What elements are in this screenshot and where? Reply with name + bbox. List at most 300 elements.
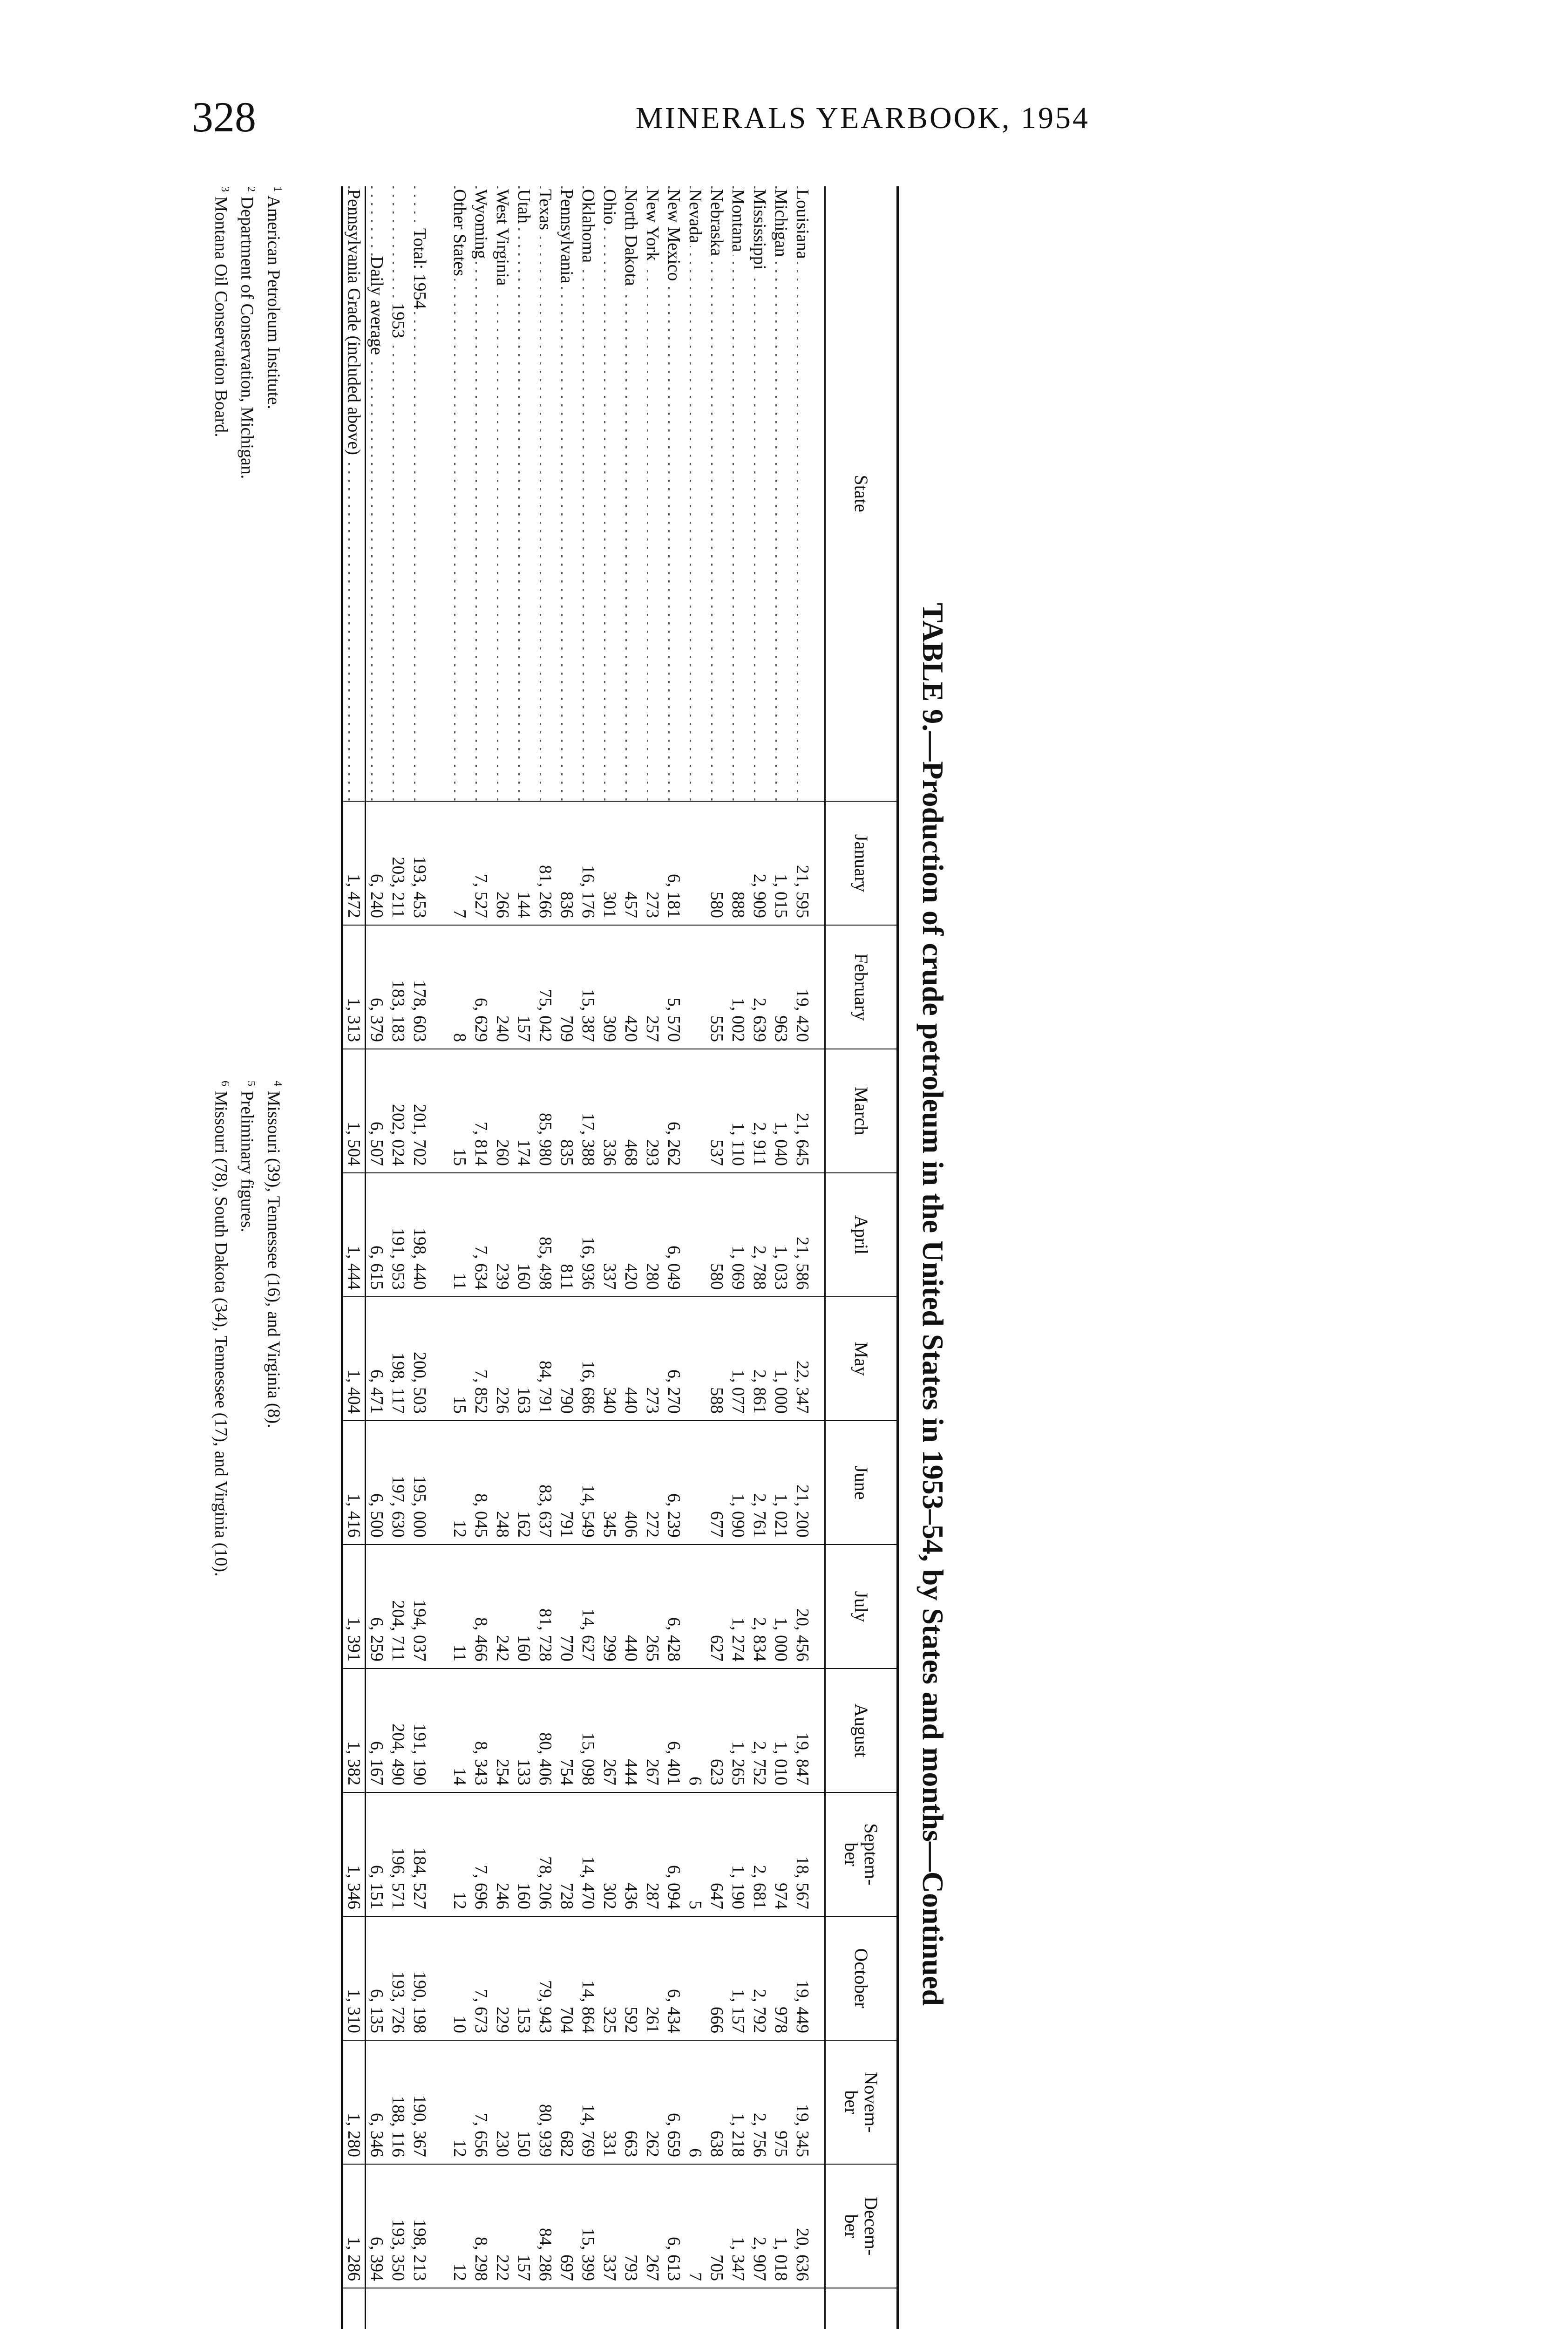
row-label: Ohio <box>599 186 620 801</box>
table-cell: 6, 135 <box>366 1916 388 2040</box>
table-cell: 1, 404 <box>342 1297 366 1421</box>
table-cell: 246 <box>492 1792 513 1916</box>
penn-grade-row <box>342 186 366 2329</box>
table-cell: 888 <box>727 801 749 925</box>
table-cell: 6, 181 <box>663 801 685 925</box>
footnote: $^4$ Missouri (39), Tennessee (16), and Virginia (8). <box>264 1081 284 1428</box>
table-cell: 79, 943 <box>535 1916 556 2040</box>
table-cell: 6, 613 <box>663 2164 685 2288</box>
table-cell: 790 <box>556 1297 577 1421</box>
table-cell: 14, 864 <box>577 1916 599 2040</box>
table-cell: 265 <box>642 1545 663 1668</box>
total-row <box>387 186 409 2329</box>
table-cell: 2, 907 <box>749 2164 770 2288</box>
table-cell <box>577 2288 599 2329</box>
column-header: Septem- ber <box>825 1792 898 1916</box>
table-cell: 331 <box>599 2040 620 2164</box>
column-header: June <box>825 1421 898 1545</box>
table-cell: 6, 346 <box>366 2040 388 2164</box>
table-cell: 14, 627 <box>577 1545 599 1668</box>
table-cell: 336 <box>599 1049 620 1173</box>
table-cell <box>387 2288 409 2329</box>
table-cell: 267 <box>642 1668 663 1792</box>
footnote: $^6$ Missouri (78), South Dakota (34), Tennessee (17), and Virginia (10). <box>211 1081 231 1577</box>
table-cell: 1, 504 <box>342 1049 366 1173</box>
state-row <box>492 186 513 2329</box>
table-cell: 262 <box>642 2040 663 2164</box>
table-cell: 272 <box>642 1421 663 1545</box>
table-cell: 592 <box>620 1916 642 2040</box>
table-cell: 301 <box>599 801 620 925</box>
table-cell: 160 <box>513 1173 535 1297</box>
table-cell: 78, 206 <box>535 1792 556 1916</box>
table-cell: 974 <box>770 1792 792 1916</box>
table-cell: 8, 045 <box>470 1421 492 1545</box>
column-header: April <box>825 1173 898 1297</box>
table-cell: 6, 240 <box>366 801 388 925</box>
table-cell: 198, 440 <box>409 1173 430 1297</box>
table-cell: 7 <box>449 801 470 925</box>
table-cell: 8, 343 <box>470 1668 492 1792</box>
journal-title: MINERALS YEARBOOK, 1954 <box>635 101 1090 135</box>
table-cell: 444 <box>620 1668 642 1792</box>
table-cell: 85, 498 <box>535 1173 556 1297</box>
table-cell: 6, 500 <box>366 1421 388 1545</box>
production-table <box>341 186 899 2329</box>
row-label: 1953 <box>387 186 409 801</box>
table-cell: 239 <box>492 1173 513 1297</box>
table-cell: 15 <box>449 1297 470 1421</box>
state-row <box>663 186 685 2329</box>
table-cell: 302 <box>599 1792 620 1916</box>
table-cell: 7, 656 <box>470 2040 492 2164</box>
table-cell <box>342 2288 366 2329</box>
table-cell <box>685 1545 706 1668</box>
table-cell: 2, 834 <box>749 1545 770 1668</box>
table-cell: 2, 639 <box>749 925 770 1049</box>
table-cell: 6, 094 <box>663 1792 685 1916</box>
table-cell: 682 <box>556 2040 577 2164</box>
table-cell: 11 <box>449 1173 470 1297</box>
table-cell: 770 <box>556 1545 577 1668</box>
table-cell: 157 <box>513 2164 535 2288</box>
row-label: Utah <box>513 186 535 801</box>
table-cell: 663 <box>620 2040 642 2164</box>
state-row <box>599 186 620 2329</box>
table-cell: 21, 595 <box>792 801 813 925</box>
row-label: Daily average <box>366 186 388 801</box>
table-cell: 11 <box>449 1545 470 1668</box>
table-cell: 1, 000 <box>770 1297 792 1421</box>
table-cell: 2, 911 <box>749 1049 770 1173</box>
table-cell: 15, 399 <box>577 2164 599 2288</box>
table-cell: 157 <box>513 925 535 1049</box>
table-cell: 975 <box>770 2040 792 2164</box>
table-cell: 150 <box>513 2040 535 2164</box>
table-cell: 2, 761 <box>749 1421 770 1545</box>
row-label: Total: 1954 <box>409 186 430 801</box>
table-cell: 191, 190 <box>409 1668 430 1792</box>
row-label: New York <box>642 186 663 801</box>
state-row <box>770 186 792 2329</box>
table-cell: 1, 391 <box>342 1545 366 1668</box>
row-label: Louisiana <box>792 186 813 801</box>
table-cell: 440 <box>620 1545 642 1668</box>
table-cell: 6, 259 <box>366 1545 388 1668</box>
state-row <box>620 186 642 2329</box>
table-cell: 1, 077 <box>727 1297 749 1421</box>
table-cell: 440 <box>620 1297 642 1421</box>
row-label: Oklahoma <box>577 186 599 801</box>
column-header: Decem- ber <box>825 2164 898 2288</box>
row-label: Other States <box>449 186 470 801</box>
table-cell: 1, 040 <box>770 1049 792 1173</box>
table-cell: 8, 466 <box>470 1545 492 1668</box>
table-cell: 190, 367 <box>409 2040 430 2164</box>
table-cell: 1, 416 <box>342 1421 366 1545</box>
table-cell: 75, 042 <box>535 925 556 1049</box>
table-cell <box>642 2288 663 2329</box>
table-cell: 190, 198 <box>409 1916 430 2040</box>
table-cell <box>727 2288 749 2329</box>
table-cell <box>556 2288 577 2329</box>
table-cell: 17, 388 <box>577 1049 599 1173</box>
table-cell: 194, 037 <box>409 1545 430 1668</box>
state-row <box>535 186 556 2329</box>
table-cell: 6, 167 <box>366 1668 388 1792</box>
table-cell <box>366 2288 388 2329</box>
column-header: March <box>825 1049 898 1173</box>
footnotes-left <box>210 186 289 479</box>
table-cell: 21, 645 <box>792 1049 813 1173</box>
table-cell: 728 <box>556 1792 577 1916</box>
table-cell: 754 <box>556 1668 577 1792</box>
table-cell: 337 <box>599 2164 620 2288</box>
table-cell: 229 <box>492 1916 513 2040</box>
table-cell <box>706 2288 727 2329</box>
table-cell: 1, 002 <box>727 925 749 1049</box>
table-cell: 1, 280 <box>342 2040 366 2164</box>
table-cell <box>685 1297 706 1421</box>
table-cell <box>470 2288 492 2329</box>
table-cell: 204, 711 <box>387 1545 409 1668</box>
state-row <box>792 186 813 2329</box>
table-cell: 188, 116 <box>387 2040 409 2164</box>
table-cell: 555 <box>706 925 727 1049</box>
running-head <box>186 92 1090 143</box>
table-cell <box>685 1049 706 1173</box>
table-cell: 174 <box>513 1049 535 1173</box>
table-cell: 6 <box>685 2040 706 2164</box>
table-cell: 80, 406 <box>535 1668 556 1792</box>
column-header: May <box>825 1297 898 1421</box>
state-row <box>706 186 727 2329</box>
table-cell: 6, 401 <box>663 1668 685 1792</box>
column-header <box>825 2288 898 2329</box>
table-cell: 7, 814 <box>470 1049 492 1173</box>
table-cell: 457 <box>620 801 642 925</box>
table-cell: 204, 490 <box>387 1668 409 1792</box>
state-row <box>749 186 770 2329</box>
table-cell <box>513 2288 535 2329</box>
table-cell: 193, 350 <box>387 2164 409 2288</box>
column-header: February <box>825 925 898 1049</box>
table-cell: 1, 444 <box>342 1173 366 1297</box>
table-cell: 420 <box>620 1173 642 1297</box>
table-cell: 6, 434 <box>663 1916 685 2040</box>
table-cell: 16, 686 <box>577 1297 599 1421</box>
table-cell <box>599 2288 620 2329</box>
table-cell: 84, 791 <box>535 1297 556 1421</box>
table-cell: 588 <box>706 1297 727 1421</box>
table-cell: 6, 239 <box>663 1421 685 1545</box>
table-cell: 7, 852 <box>470 1297 492 1421</box>
table-cell: 6, 049 <box>663 1173 685 1297</box>
table-cell <box>685 925 706 1049</box>
table-cell: 6, 471 <box>366 1297 388 1421</box>
footnote: $^3$ Montana Oil Conservation Board. <box>211 186 231 437</box>
table-cell: 254 <box>492 1668 513 1792</box>
table-cell: 2, 756 <box>749 2040 770 2164</box>
table-cell: 7, 634 <box>470 1173 492 1297</box>
table-cell: 2, 788 <box>749 1173 770 1297</box>
daily-average-row <box>366 186 388 2329</box>
table-cell <box>685 1173 706 1297</box>
table-cell: 222 <box>492 2164 513 2288</box>
table-cell: 133 <box>513 1668 535 1792</box>
table-cell: 580 <box>706 1173 727 1297</box>
table-cell: 18, 567 <box>792 1792 813 1916</box>
table-cell: 6, 659 <box>663 2040 685 2164</box>
table-cell: 6, 507 <box>366 1049 388 1173</box>
table-cell: 21, 200 <box>792 1421 813 1545</box>
table-cell: 309 <box>599 925 620 1049</box>
table-cell: 345 <box>599 1421 620 1545</box>
table-cell: 202, 024 <box>387 1049 409 1173</box>
table-cell: 14 <box>449 1668 470 1792</box>
table-cell: 697 <box>556 2164 577 2288</box>
table-cell: 1, 090 <box>727 1421 749 1545</box>
footnotes-right <box>210 1081 289 1577</box>
table-cell: 6, 394 <box>366 2164 388 2288</box>
table-cell <box>449 2288 470 2329</box>
table-cell: 1, 286 <box>342 2164 366 2288</box>
table-cell: 6, 629 <box>470 925 492 1049</box>
table-cell: 84, 286 <box>535 2164 556 2288</box>
table-cell: 704 <box>556 1916 577 2040</box>
table-cell: 12 <box>449 2040 470 2164</box>
table-cell: 627 <box>706 1545 727 1668</box>
table-cell: 420 <box>620 925 642 1049</box>
table-cell: 197, 630 <box>387 1421 409 1545</box>
table-cell <box>749 2288 770 2329</box>
table-cell: 6, 262 <box>663 1049 685 1173</box>
table-cell: 83, 637 <box>535 1421 556 1545</box>
table-cell: 5, 570 <box>663 925 685 1049</box>
table-cell: 15, 387 <box>577 925 599 1049</box>
table-cell: 184, 527 <box>409 1792 430 1916</box>
table-cell: 15, 098 <box>577 1668 599 1792</box>
row-label: Pennsylvania Grade (included above) <box>342 186 366 801</box>
table-cell: 162 <box>513 1421 535 1545</box>
table-cell: 15 <box>449 1049 470 1173</box>
table-cell: 200, 503 <box>409 1297 430 1421</box>
table-cell: 19, 449 <box>792 1916 813 2040</box>
table-cell: 267 <box>599 1668 620 1792</box>
table-cell: 261 <box>642 1916 663 2040</box>
state-row <box>449 186 470 2329</box>
column-header: Novem- ber <box>825 2040 898 2164</box>
table-cell: 198, 117 <box>387 1297 409 1421</box>
table-cell: 2, 752 <box>749 1668 770 1792</box>
table-cell: 293 <box>642 1049 663 1173</box>
table-cell <box>620 2288 642 2329</box>
column-header: July <box>825 1545 898 1668</box>
table-cell: 10 <box>449 1916 470 2040</box>
table-cell: 6, 379 <box>366 925 388 1049</box>
table-cell: 1, 018 <box>770 2164 792 2288</box>
table-cell <box>409 2288 430 2329</box>
table-cell: 836 <box>556 801 577 925</box>
table-header-row <box>825 186 898 2329</box>
state-row <box>470 186 492 2329</box>
table-cell: 436 <box>620 1792 642 1916</box>
footnote: $^5$ Preliminary figures. <box>237 1081 258 1233</box>
row-label: Pennsylvania <box>556 186 577 801</box>
table-cell: 7, 696 <box>470 1792 492 1916</box>
table-cell: 1, 274 <box>727 1545 749 1668</box>
table-cell: 14, 470 <box>577 1792 599 1916</box>
table-cell: 2, 681 <box>749 1792 770 1916</box>
page-number: 328 <box>192 93 256 141</box>
table-cell: 1, 347 <box>727 2164 749 2288</box>
row-label: Nevada <box>685 186 706 801</box>
table-cell: 19, 345 <box>792 2040 813 2164</box>
table-cell: 6, 428 <box>663 1545 685 1668</box>
table-cell: 677 <box>706 1421 727 1545</box>
state-row <box>577 186 599 2329</box>
table-cell: 2, 792 <box>749 1916 770 2040</box>
table-cell <box>663 2288 685 2329</box>
row-label: New Mexico <box>663 186 685 801</box>
table-cell: 1, 190 <box>727 1792 749 1916</box>
table-cell: 85, 980 <box>535 1049 556 1173</box>
table-cell: 963 <box>770 925 792 1049</box>
table-cell: 6, 615 <box>366 1173 388 1297</box>
table-cell: 198, 213 <box>409 2164 430 2288</box>
table-cell: 240 <box>492 925 513 1049</box>
table-cell: 14, 769 <box>577 2040 599 2164</box>
table-cell: 20, 456 <box>792 1545 813 1668</box>
table-cell: 80, 939 <box>535 2040 556 2164</box>
table-cell: 242 <box>492 1545 513 1668</box>
table-cell <box>685 801 706 925</box>
table-cell: 178, 603 <box>409 925 430 1049</box>
table-cell: 21, 586 <box>792 1173 813 1297</box>
table-cell: 273 <box>642 1297 663 1421</box>
table-cell: 580 <box>706 801 727 925</box>
table-cell: 191, 953 <box>387 1173 409 1297</box>
table-cell: 16, 936 <box>577 1173 599 1297</box>
table-cell: 6 <box>685 1668 706 1792</box>
table-cell: 1, 472 <box>342 801 366 925</box>
table-cell: 16, 176 <box>577 801 599 925</box>
table-cell: 1, 346 <box>342 1792 366 1916</box>
table-cell: 1, 265 <box>727 1668 749 1792</box>
table-cell: 144 <box>513 801 535 925</box>
table-cell: 203, 211 <box>387 801 409 925</box>
table-cell: 6, 270 <box>663 1297 685 1421</box>
table-cell: 20, 636 <box>792 2164 813 2288</box>
table-caption: TABLE 9.—Production of crude petroleum in the United States in 1953–54, by States and months—Continued <box>916 603 950 2006</box>
table-cell: 1, 033 <box>770 1173 792 1297</box>
table-cell: 14, 549 <box>577 1421 599 1545</box>
table-cell: 201, 702 <box>409 1049 430 1173</box>
table-cell: 12 <box>449 1421 470 1545</box>
column-header: October <box>825 1916 898 2040</box>
footnote: $^2$ Department of Conservation, Michigan. <box>237 186 258 479</box>
table-cell: 406 <box>620 1421 642 1545</box>
table-cell: 196, 571 <box>387 1792 409 1916</box>
row-label: Montana <box>727 186 749 801</box>
table-cell: 468 <box>620 1049 642 1173</box>
table-cell: 195, 000 <box>409 1421 430 1545</box>
table-cell: 1, 313 <box>342 925 366 1049</box>
table-cell: 260 <box>492 1049 513 1173</box>
table-cell: 978 <box>770 1916 792 2040</box>
table-cell: 226 <box>492 1297 513 1421</box>
table-cell: 81, 266 <box>535 801 556 925</box>
column-header: January <box>825 801 898 925</box>
table-cell: 160 <box>513 1545 535 1668</box>
state-row <box>642 186 663 2329</box>
table-cell: 709 <box>556 925 577 1049</box>
table-cell: 638 <box>706 2040 727 2164</box>
table-cell: 7, 673 <box>470 1916 492 2040</box>
table-cell: 19, 847 <box>792 1668 813 1792</box>
row-label: Michigan <box>770 186 792 801</box>
table-cell: 340 <box>599 1297 620 1421</box>
table-cell: 793 <box>620 2164 642 2288</box>
table-cell: 647 <box>706 1792 727 1916</box>
table-cell: 12 <box>449 2164 470 2288</box>
row-label: Mississippi <box>749 186 770 801</box>
table-cell: 153 <box>513 1916 535 2040</box>
table-cell: 2, 861 <box>749 1297 770 1421</box>
table-cell <box>492 2288 513 2329</box>
table-cell: 1, 110 <box>727 1049 749 1173</box>
table-cell: 248 <box>492 1421 513 1545</box>
table-cell <box>685 2288 706 2329</box>
table-cell: 1, 021 <box>770 1421 792 1545</box>
table-cell: 8 <box>449 925 470 1049</box>
table-cell: 163 <box>513 1297 535 1421</box>
table-cell: 1, 069 <box>727 1173 749 1297</box>
table-cell: 81, 728 <box>535 1545 556 1668</box>
table-cell: 1, 000 <box>770 1545 792 1668</box>
table-cell: 7, 527 <box>470 801 492 925</box>
table-cell: 1, 310 <box>342 1916 366 2040</box>
table-cell <box>535 2288 556 2329</box>
table-cell: 193, 726 <box>387 1916 409 2040</box>
table-cell: 183, 183 <box>387 925 409 1049</box>
table-cell <box>770 2288 792 2329</box>
column-header: August <box>825 1668 898 1792</box>
table-cell: 299 <box>599 1545 620 1668</box>
table-cell: 12 <box>449 1792 470 1916</box>
row-label: North Dakota <box>620 186 642 801</box>
table-cell <box>792 2288 813 2329</box>
